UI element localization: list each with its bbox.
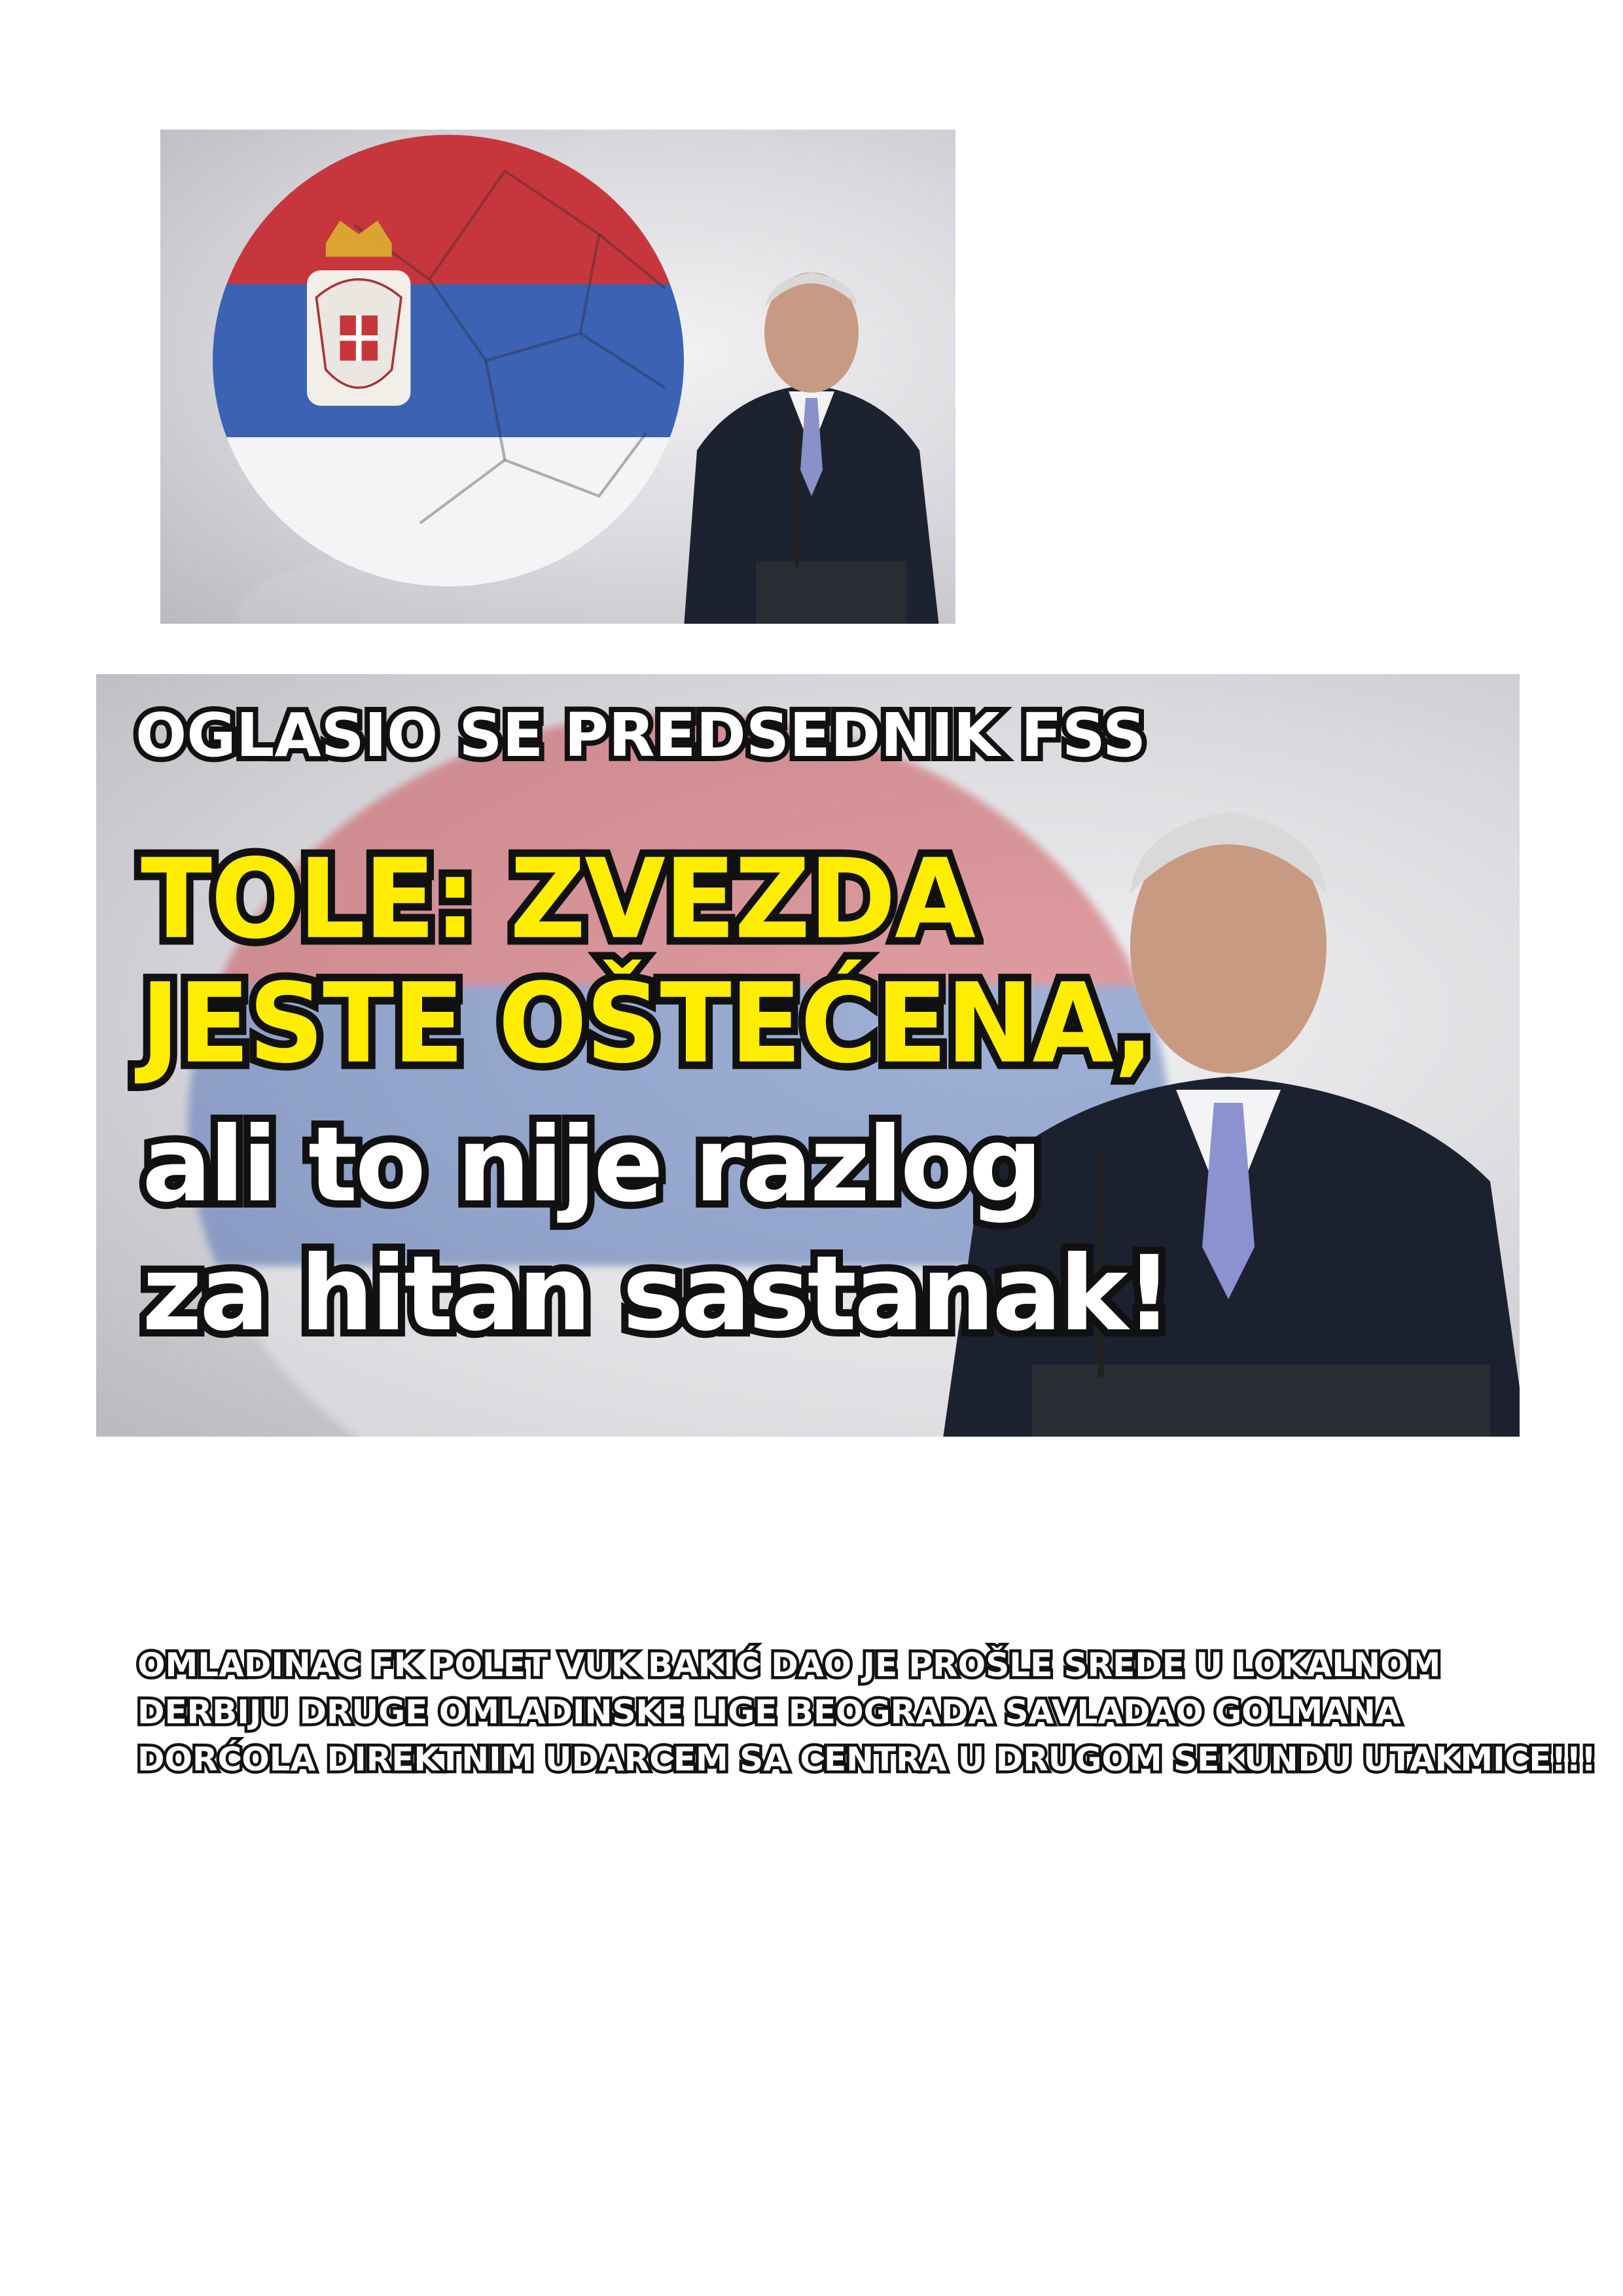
news-caption [137,1641,1596,1783]
caption-line: DORĆOLA DIREKTNIM UDARCEM SA CENTRA U DRUGOM SEKUNDU UTAKMICE!!! [137,1740,1596,1778]
caption-line: OMLADINAC FK POLET VUK BAKIĆ DAO JE PROŠLE SREDE U LOKALNOM [137,1646,1441,1684]
serbian-flag-ball [213,135,684,586]
headline-line-yellow: TOLE: ZVEZDA [141,834,974,963]
ball-seams [213,135,684,586]
headline-line-white: ali to nije razlog [142,1105,1041,1225]
speaker-figure [658,234,955,624]
headline-banner [96,674,1520,1437]
headline-kicker: OGLASIO SE PREDSEDNIK FSS [135,700,1147,770]
headline-line-white: za hitan sastanak! [142,1234,1170,1354]
photo-speaker-with-ball [160,130,955,624]
headline-line-yellow: JESTE OŠTEĆENA, [141,959,1153,1088]
serbian-coat-of-arms-icon [307,221,410,406]
caption-line: DERBIJU DRUGE OMLADINSKE LIGE BEOGRADA SAVLADAO GOLMANA [137,1693,1401,1731]
